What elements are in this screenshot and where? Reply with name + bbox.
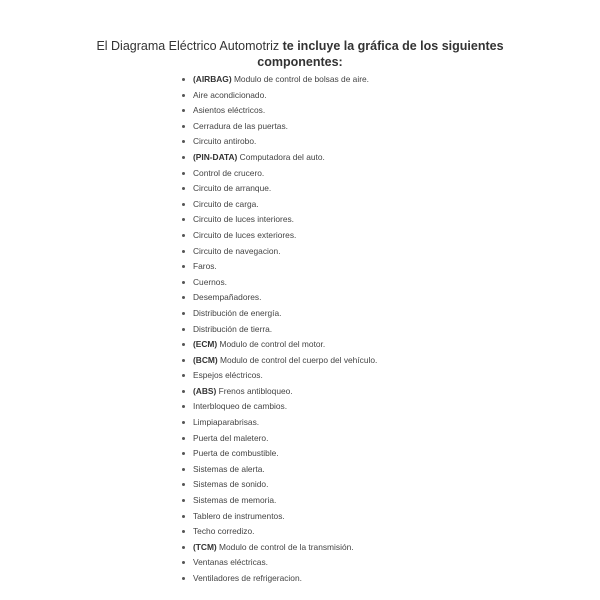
intro-heading-lead: El Diagrama Eléctrico Automotriz	[96, 39, 280, 53]
list-item	[182, 431, 377, 447]
intro-heading	[0, 38, 600, 70]
component-text: Circuito de luces exteriores.	[193, 229, 297, 240]
component-text: Modulo de control del motor.	[219, 339, 326, 350]
bullet-icon	[182, 218, 185, 221]
component-text: Techo corredizo.	[193, 526, 255, 537]
bullet-icon	[182, 390, 185, 393]
list-item	[182, 540, 377, 556]
component-text: Puerta de combustible.	[193, 448, 279, 459]
bullet-icon	[182, 577, 185, 580]
list-item	[182, 212, 377, 228]
list-item	[182, 166, 377, 182]
component-text: Circuito de arranque.	[193, 183, 272, 194]
component-text: Modulo de control del cuerpo del vehículo.	[219, 354, 378, 365]
component-code: (PIN-DATA)	[193, 151, 238, 162]
component-text: Circuito antirobo.	[193, 136, 257, 147]
component-text: Faros.	[193, 261, 217, 272]
component-text: Distribución de energía.	[193, 307, 282, 318]
bullet-icon	[182, 328, 185, 331]
list-item	[182, 103, 377, 119]
bullet-icon	[182, 312, 185, 315]
component-text: Puerta del maletero.	[193, 432, 269, 443]
component-code: (TCM)	[193, 541, 217, 552]
list-item	[182, 477, 377, 493]
list-item	[182, 524, 377, 540]
component-text: Limpiaparabrisas.	[193, 417, 260, 428]
list-item	[182, 322, 377, 338]
bullet-icon	[182, 359, 185, 362]
list-item	[182, 399, 377, 415]
component-text: Computadora del auto.	[239, 151, 325, 162]
intro-heading-line2: componentes:	[257, 55, 343, 69]
bullet-icon	[182, 374, 185, 377]
bullet-icon	[182, 452, 185, 455]
list-item	[182, 181, 377, 197]
list-item	[182, 493, 377, 509]
bullet-icon	[182, 561, 185, 564]
list-item	[182, 306, 377, 322]
bullet-icon	[182, 94, 185, 97]
bullet-icon	[182, 437, 185, 440]
list-item	[182, 368, 377, 384]
intro-heading-line1	[0, 38, 600, 54]
component-list	[182, 72, 377, 587]
list-item	[182, 244, 377, 260]
component-text: Frenos antibloqueo.	[218, 385, 293, 396]
component-text: Interbloqueo de cambios.	[193, 401, 288, 412]
bullet-icon	[182, 296, 185, 299]
bullet-icon	[182, 421, 185, 424]
bullet-icon	[182, 140, 185, 143]
bullet-icon	[182, 515, 185, 518]
component-text: Tablero de instrumentos.	[193, 510, 285, 521]
component-text: Asientos eléctricos.	[193, 105, 266, 116]
list-item	[182, 384, 377, 400]
bullet-icon	[182, 499, 185, 502]
bullet-icon	[182, 109, 185, 112]
list-item	[182, 150, 377, 166]
list-item	[182, 446, 377, 462]
list-item	[182, 353, 377, 369]
bullet-icon	[182, 405, 185, 408]
component-text: Circuito de carga.	[193, 198, 259, 209]
list-item	[182, 119, 377, 135]
component-text: Circuito de navegacion.	[193, 245, 281, 256]
list-item	[182, 571, 377, 587]
component-code: (AIRBAG)	[193, 74, 232, 84]
list-item	[182, 259, 377, 275]
intro-heading-emphasis: te incluye la gráfica de los siguientes	[282, 39, 504, 53]
list-item	[182, 462, 377, 478]
list-item	[182, 134, 377, 150]
list-item	[182, 72, 377, 88]
bullet-icon	[182, 468, 185, 471]
bullet-icon	[182, 172, 185, 175]
list-item	[182, 337, 377, 353]
bullet-icon	[182, 265, 185, 268]
component-text: Desempañadores.	[193, 292, 262, 303]
bullet-icon	[182, 281, 185, 284]
component-text: Control de crucero.	[193, 167, 265, 178]
bullet-icon	[182, 483, 185, 486]
list-item	[182, 509, 377, 525]
component-code: (ABS)	[193, 385, 217, 396]
component-text: Modulo de control de la transmisión.	[219, 541, 354, 552]
component-code: (BCM)	[193, 354, 218, 365]
component-text: Distribución de tierra.	[193, 323, 273, 334]
component-text: Cuernos.	[193, 276, 227, 287]
bullet-icon	[182, 530, 185, 533]
list-item	[182, 88, 377, 104]
component-text: Sistemas de sonido.	[193, 479, 269, 490]
list-item	[182, 415, 377, 431]
bullet-icon	[182, 203, 185, 206]
list-item	[182, 555, 377, 571]
component-code: (ECM)	[193, 339, 218, 350]
bullet-icon	[182, 187, 185, 190]
component-text: Circuito de luces interiores.	[193, 214, 295, 225]
component-text: Espejos eléctricos.	[193, 370, 263, 381]
component-text: Ventiladores de refrigeracion.	[193, 573, 302, 583]
bullet-icon	[182, 250, 185, 253]
bullet-icon	[182, 343, 185, 346]
list-item	[182, 275, 377, 291]
component-text: Ventanas eléctricas.	[193, 557, 268, 568]
component-text: Aire acondicionado.	[193, 89, 267, 100]
component-text: Modulo de control de bolsas de aire.	[233, 74, 369, 84]
list-item	[182, 290, 377, 306]
list-item	[182, 197, 377, 213]
component-text: Cerradura de las puertas.	[193, 120, 288, 131]
component-text: Sistemas de alerta.	[193, 463, 265, 474]
bullet-icon	[182, 546, 185, 549]
bullet-icon	[182, 156, 185, 159]
bullet-icon	[182, 234, 185, 237]
list-item	[182, 228, 377, 244]
bullet-icon	[182, 125, 185, 128]
bullet-icon	[182, 78, 185, 81]
component-text: Sistemas de memoria.	[193, 495, 277, 506]
